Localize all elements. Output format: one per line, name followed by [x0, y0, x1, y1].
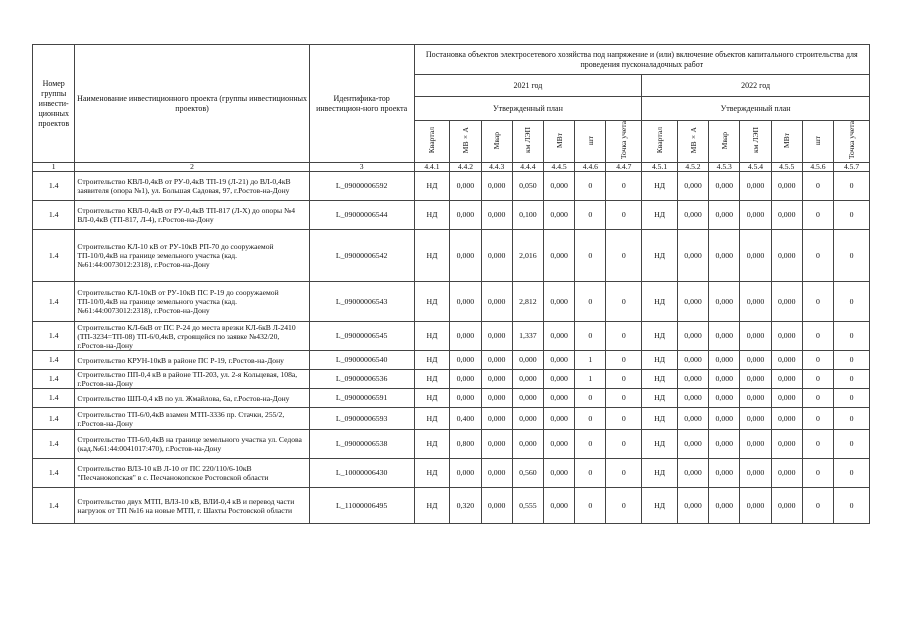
column-number-row	[33, 163, 870, 172]
value-cell-2021: НД	[414, 430, 450, 459]
project-id-cell: L_09000006544	[309, 201, 414, 230]
header-year-2021: 2021 год	[414, 75, 642, 97]
value-cell-2022: 0	[834, 459, 870, 488]
header-unit-2022-7	[834, 121, 870, 163]
value-cell-2021: 0,000	[544, 488, 575, 524]
value-cell-2021: 0,000	[544, 351, 575, 370]
value-cell-2021: 0,000	[544, 282, 575, 322]
value-cell-2022: 0,000	[677, 430, 708, 459]
table-row	[33, 488, 870, 524]
table-row	[33, 459, 870, 488]
project-name-cell: Строительство КВЛ-0,4кВ от РУ-0,4кВ ТП-817 (Л-Х) до опоры №4 ВЛ-0,4кВ (ТП-817, Л-4), г.Ростов-на-Дону	[75, 201, 309, 230]
column-number: 4.4.5	[544, 163, 575, 172]
table-row	[33, 230, 870, 282]
value-cell-2022: 0	[802, 282, 833, 322]
header-unit-2022-2	[677, 121, 708, 163]
value-cell-2022: 0,000	[740, 370, 771, 389]
value-cell-2021: 0	[606, 370, 642, 389]
value-cell-2022: 0,000	[771, 430, 802, 459]
header-unit-2022-5	[771, 121, 802, 163]
table-row	[33, 370, 870, 389]
value-cell-2022: 0,000	[677, 389, 708, 408]
value-cell-2022: 0	[802, 488, 833, 524]
value-cell-2021: 2,016	[512, 230, 543, 282]
header-unit-label: МВ×А	[688, 127, 698, 154]
value-cell-2022: 0	[802, 370, 833, 389]
value-cell-2022: НД	[642, 408, 678, 430]
value-cell-2021: 0,000	[512, 430, 543, 459]
value-cell-2022: 0	[802, 408, 833, 430]
value-cell-2021: НД	[414, 389, 450, 408]
value-cell-2022: НД	[642, 201, 678, 230]
value-cell-2022: 0,000	[709, 322, 740, 351]
project-id-cell: L_09000006545	[309, 322, 414, 351]
value-cell-2022: 0,000	[709, 408, 740, 430]
value-cell-2022: 0,000	[677, 282, 708, 322]
value-cell-2022: 0,000	[677, 488, 708, 524]
value-cell-2021: НД	[414, 230, 450, 282]
value-cell-2021: 0,000	[481, 322, 512, 351]
value-cell-2022: НД	[642, 282, 678, 322]
value-cell-2022: 0	[802, 322, 833, 351]
header-unit-label: шт	[585, 135, 595, 145]
value-cell-2021: 0	[606, 408, 642, 430]
value-cell-2021: 0,000	[481, 201, 512, 230]
value-cell-2021: 0	[575, 430, 606, 459]
value-cell-2022: 0,000	[677, 408, 708, 430]
group-number-cell: 1.4	[33, 172, 75, 201]
value-cell-2021: 0,000	[544, 201, 575, 230]
header-year-2022: 2022 год	[642, 75, 870, 97]
header-unit-2021-6	[575, 121, 606, 163]
group-number-cell: 1.4	[33, 282, 75, 322]
value-cell-2021: 0,000	[544, 430, 575, 459]
column-number: 4.5.3	[709, 163, 740, 172]
value-cell-2022: 0	[834, 389, 870, 408]
header-unit-2022-1	[642, 121, 678, 163]
value-cell-2021: 0	[606, 322, 642, 351]
value-cell-2022: 0,000	[709, 351, 740, 370]
value-cell-2022: 0,000	[740, 282, 771, 322]
value-cell-2022: 0	[834, 488, 870, 524]
value-cell-2021: НД	[414, 201, 450, 230]
project-name-cell: Строительство ШП-0,4 кВ по ул. Жмайлова, 6а, г.Ростов-на-Дону	[75, 389, 309, 408]
project-name-cell: Строительство ТП-6/0,4кВ на границе земельного участка ул. Седова (кад.№61:44:0041017:470), г.Ростов-на-Дону	[75, 430, 309, 459]
header-unit-2022-6	[802, 121, 833, 163]
value-cell-2021: 0,000	[450, 351, 481, 370]
value-cell-2022: 0,000	[771, 351, 802, 370]
value-cell-2022: 0	[834, 201, 870, 230]
project-name-cell: Строительство КЛ-6кВ от ПС Р-24 до места врезки КЛ-6кВ Л-2410 (ТП-3234=ТП-08) ТП-6/0,4кВ, строящейся по заявке №432/20, г.Ростов-на-Дону	[75, 322, 309, 351]
value-cell-2021: 0,000	[450, 389, 481, 408]
value-cell-2022: 0,000	[677, 351, 708, 370]
column-number: 4.4.1	[414, 163, 450, 172]
value-cell-2022: НД	[642, 351, 678, 370]
value-cell-2021: 0,000	[450, 282, 481, 322]
header-unit-label: Мвар	[719, 131, 729, 149]
value-cell-2022: 0,000	[771, 370, 802, 389]
column-number: 1	[33, 163, 75, 172]
group-number-cell: 1.4	[33, 389, 75, 408]
table-row	[33, 408, 870, 430]
value-cell-2022: 0	[802, 459, 833, 488]
value-cell-2022: 0,000	[677, 230, 708, 282]
value-cell-2021: 0	[575, 230, 606, 282]
value-cell-2021: НД	[414, 370, 450, 389]
header-unit-2021-7	[606, 121, 642, 163]
value-cell-2022: НД	[642, 172, 678, 201]
value-cell-2022: 0,000	[740, 408, 771, 430]
value-cell-2021: 0,000	[512, 370, 543, 389]
value-cell-2022: 0,000	[677, 370, 708, 389]
header-group-number: Номер группы инвести-ционных проектов	[33, 45, 75, 163]
value-cell-2021: 0,000	[544, 230, 575, 282]
value-cell-2022: 0,000	[771, 459, 802, 488]
table-row	[33, 351, 870, 370]
project-id-cell: L_11000006495	[309, 488, 414, 524]
value-cell-2021: 0,000	[481, 172, 512, 201]
value-cell-2021: 0,000	[481, 230, 512, 282]
value-cell-2022: 0	[834, 370, 870, 389]
column-number: 3	[309, 163, 414, 172]
value-cell-2021: 0,560	[512, 459, 543, 488]
header-unit-label: МВ×А	[460, 127, 470, 154]
value-cell-2021: 0,000	[481, 459, 512, 488]
value-cell-2021: НД	[414, 488, 450, 524]
header-unit-label: шт	[813, 135, 823, 145]
value-cell-2022: 0,000	[771, 488, 802, 524]
value-cell-2022: 0	[834, 351, 870, 370]
value-cell-2022: 0,000	[709, 370, 740, 389]
value-cell-2022: 0	[834, 430, 870, 459]
value-cell-2022: 0,000	[677, 201, 708, 230]
project-name-cell: Строительство КЛ-10кВ от РУ-10кВ ПС Р-19 до сооружаемой ТП-10/0,4кВ на границе земельного участка (кад.№61:44:0073012:2318), г.Ростов-на-Дону	[75, 282, 309, 322]
value-cell-2021: 0,050	[512, 172, 543, 201]
group-number-cell: 1.4	[33, 230, 75, 282]
project-name-cell: Строительство ВЛЗ-10 кВ Л-10 от ПС 220/110/6-10кВ "Песчанокопская" в с. Песчанокопское Ростовской области	[75, 459, 309, 488]
column-number: 4.4.3	[481, 163, 512, 172]
value-cell-2021: 0,000	[450, 370, 481, 389]
column-number: 4.5.1	[642, 163, 678, 172]
value-cell-2021: 0,000	[481, 351, 512, 370]
value-cell-2022: 0	[834, 230, 870, 282]
value-cell-2021: 0	[606, 172, 642, 201]
value-cell-2021: 0,000	[450, 459, 481, 488]
header-main-caption: Постановка объектов электросетевого хозяйства под напряжение и (или) включение объектов капитального строительства для проведения пусконаладочных работ	[414, 45, 869, 75]
value-cell-2021: 0,000	[512, 408, 543, 430]
value-cell-2021: 0	[575, 459, 606, 488]
header-unit-label: Точка учета	[847, 121, 857, 160]
header-unit-label: МВт	[782, 132, 792, 148]
header-approved-plan-2022: Утвержденный план	[642, 97, 870, 121]
project-name-cell: Строительство двух МТП, ВЛЗ-10 кВ, ВЛИ-0,4 кВ и перевод части нагрузок от ТП №16 на новые МТП, г. Шахты Ростовской области	[75, 488, 309, 524]
value-cell-2021: 0	[606, 282, 642, 322]
group-number-cell: 1.4	[33, 201, 75, 230]
value-cell-2022: 0,000	[771, 389, 802, 408]
group-number-cell: 1.4	[33, 370, 75, 389]
value-cell-2021: 0	[575, 322, 606, 351]
project-name-cell: Строительство КЛ-10 кВ от РУ-10кВ РП-70 до сооружаемой ТП-10/0,4кВ на границе земельного участка (кад.№61:44:0073012:2318), г.Ростов-на-Дону	[75, 230, 309, 282]
value-cell-2021: 0,000	[544, 389, 575, 408]
value-cell-2021: НД	[414, 459, 450, 488]
value-cell-2022: 0	[802, 230, 833, 282]
value-cell-2021: НД	[414, 322, 450, 351]
table-row	[33, 389, 870, 408]
value-cell-2021: 2,812	[512, 282, 543, 322]
header-unit-label: Точка учета	[619, 121, 629, 160]
value-cell-2021: 0,400	[450, 408, 481, 430]
header-unit-2022-3	[709, 121, 740, 163]
value-cell-2021: 1	[575, 351, 606, 370]
value-cell-2022: 0,000	[709, 389, 740, 408]
header-unit-2021-1	[414, 121, 450, 163]
table-body	[33, 172, 870, 524]
value-cell-2021: 0,000	[450, 322, 481, 351]
value-cell-2022: 0	[802, 201, 833, 230]
header-unit-2021-5	[544, 121, 575, 163]
value-cell-2021: НД	[414, 408, 450, 430]
header-unit-label: МВт	[554, 132, 564, 148]
value-cell-2022: 0	[802, 351, 833, 370]
value-cell-2021: 0,000	[512, 389, 543, 408]
header-unit-label: Квартал	[655, 127, 665, 154]
value-cell-2021: 0,800	[450, 430, 481, 459]
header-unit-label: Квартал	[427, 127, 437, 154]
project-name-cell: Строительство ПП-0,4 кВ в районе ТП-203, ул. 2-я Кольцевая, 108а, г.Ростов-на-Дону	[75, 370, 309, 389]
table-row	[33, 201, 870, 230]
project-id-cell: L_09000006593	[309, 408, 414, 430]
group-number-cell: 1.4	[33, 430, 75, 459]
table-row	[33, 282, 870, 322]
value-cell-2021: 0,000	[450, 230, 481, 282]
project-id-cell: L_09000006536	[309, 370, 414, 389]
value-cell-2022: 0,000	[771, 408, 802, 430]
group-number-cell: 1.4	[33, 459, 75, 488]
project-id-cell: L_09000006538	[309, 430, 414, 459]
value-cell-2021: 0,555	[512, 488, 543, 524]
value-cell-2021: 0	[575, 408, 606, 430]
project-name-cell: Строительство КРУН-10кВ в районе ПС Р-19, г.Ростов-на-Дону	[75, 351, 309, 370]
group-number-cell: 1.4	[33, 408, 75, 430]
value-cell-2021: 0	[606, 230, 642, 282]
value-cell-2022: 0	[802, 389, 833, 408]
header-unit-label: км ЛЭП	[523, 127, 533, 154]
table-header	[33, 45, 870, 172]
value-cell-2022: 0,000	[677, 172, 708, 201]
value-cell-2021: НД	[414, 282, 450, 322]
value-cell-2022: 0,000	[771, 322, 802, 351]
value-cell-2021: 0,000	[544, 459, 575, 488]
group-number-cell: 1.4	[33, 351, 75, 370]
value-cell-2021: 0	[606, 351, 642, 370]
column-number: 4.5.4	[740, 163, 771, 172]
value-cell-2022: 0,000	[771, 230, 802, 282]
table-row	[33, 430, 870, 459]
value-cell-2021: 0,000	[481, 408, 512, 430]
value-cell-2022: НД	[642, 430, 678, 459]
value-cell-2022: 0,000	[709, 172, 740, 201]
investment-project-table	[32, 44, 870, 524]
value-cell-2022: 0,000	[709, 488, 740, 524]
value-cell-2022: НД	[642, 459, 678, 488]
value-cell-2021: 0,000	[481, 282, 512, 322]
header-approved-plan-2021: Утвержденный план	[414, 97, 642, 121]
value-cell-2021: НД	[414, 351, 450, 370]
value-cell-2022: 0,000	[740, 172, 771, 201]
project-id-cell: L_09000006591	[309, 389, 414, 408]
column-number: 4.4.2	[450, 163, 481, 172]
value-cell-2021: 0	[575, 172, 606, 201]
value-cell-2021: 0,000	[544, 370, 575, 389]
column-number: 4.5.6	[802, 163, 833, 172]
header-unit-2021-3	[481, 121, 512, 163]
project-id-cell: L_09000006540	[309, 351, 414, 370]
value-cell-2022: 0,000	[771, 172, 802, 201]
value-cell-2021: 0,000	[512, 351, 543, 370]
project-id-cell: L_10000006430	[309, 459, 414, 488]
value-cell-2022: 0	[834, 172, 870, 201]
column-number: 4.5.2	[677, 163, 708, 172]
column-number: 4.4.4	[512, 163, 543, 172]
value-cell-2021: 0,100	[512, 201, 543, 230]
value-cell-2022: 0,000	[709, 201, 740, 230]
header-unit-label: Мвар	[492, 131, 502, 149]
column-number: 4.4.6	[575, 163, 606, 172]
value-cell-2022: 0,000	[740, 459, 771, 488]
value-cell-2021: 0,000	[481, 488, 512, 524]
group-number-cell: 1.4	[33, 322, 75, 351]
value-cell-2022: 0	[834, 322, 870, 351]
header-project-name: Наименование инвестиционного проекта (группы инвестиционных проектов)	[75, 45, 309, 163]
value-cell-2021: 0	[606, 201, 642, 230]
project-name-cell: Строительство КВЛ-0,4кВ от РУ-0,4кВ ТП-19 (Л-21) до ВЛ-0,4кВ заявителя (опора №1), ул. Большая Садовая, 97, г.Ростов-на-Дону	[75, 172, 309, 201]
value-cell-2021: 0,000	[450, 201, 481, 230]
value-cell-2021: 0,000	[481, 389, 512, 408]
column-number: 2	[75, 163, 309, 172]
project-id-cell: L_09000006542	[309, 230, 414, 282]
value-cell-2022: 0,000	[740, 230, 771, 282]
value-cell-2021: 0,000	[481, 430, 512, 459]
project-id-cell: L_09000006592	[309, 172, 414, 201]
group-number-cell: 1.4	[33, 488, 75, 524]
value-cell-2021: 0	[575, 389, 606, 408]
project-id-cell: L_09000006543	[309, 282, 414, 322]
value-cell-2021: 0	[606, 488, 642, 524]
header-unit-2022-4	[740, 121, 771, 163]
value-cell-2022: 0,000	[771, 201, 802, 230]
value-cell-2021: 0	[606, 459, 642, 488]
value-cell-2022: НД	[642, 488, 678, 524]
header-unit-label: км ЛЭП	[750, 127, 760, 154]
table-row	[33, 322, 870, 351]
value-cell-2021: 0	[575, 201, 606, 230]
value-cell-2021: 1,337	[512, 322, 543, 351]
value-cell-2021: 0,320	[450, 488, 481, 524]
value-cell-2022: 0,000	[740, 430, 771, 459]
value-cell-2022: 0,000	[771, 282, 802, 322]
value-cell-2022: 0	[834, 408, 870, 430]
project-name-cell: Строительство ТП-6/0,4кВ взамен МТП-3336 пр. Стачки, 255/2, г.Ростов-на-Дону	[75, 408, 309, 430]
value-cell-2022: НД	[642, 389, 678, 408]
value-cell-2022: 0	[834, 282, 870, 322]
value-cell-2022: 0,000	[709, 430, 740, 459]
investment-project-table-sheet	[32, 44, 870, 524]
column-number: 4.5.7	[834, 163, 870, 172]
value-cell-2021: 0,000	[544, 172, 575, 201]
value-cell-2022: 0,000	[740, 488, 771, 524]
table-row	[33, 172, 870, 201]
value-cell-2022: 0,000	[740, 322, 771, 351]
column-number: 4.5.5	[771, 163, 802, 172]
header-unit-2021-4	[512, 121, 543, 163]
value-cell-2022: 0	[802, 172, 833, 201]
value-cell-2021: 0	[575, 488, 606, 524]
value-cell-2021: 1	[575, 370, 606, 389]
value-cell-2022: 0,000	[677, 459, 708, 488]
value-cell-2021: 0	[606, 430, 642, 459]
value-cell-2021: 0,000	[544, 408, 575, 430]
value-cell-2021: 0	[606, 389, 642, 408]
value-cell-2021: НД	[414, 172, 450, 201]
value-cell-2022: НД	[642, 322, 678, 351]
value-cell-2022: 0,000	[740, 351, 771, 370]
value-cell-2021: 0,000	[481, 370, 512, 389]
value-cell-2021: 0,000	[544, 322, 575, 351]
header-unit-2021-2	[450, 121, 481, 163]
value-cell-2022: 0	[802, 430, 833, 459]
value-cell-2022: 0,000	[740, 389, 771, 408]
header-identifier: Идентифика-тор инвестицион-ного проекта	[309, 45, 414, 163]
value-cell-2022: НД	[642, 230, 678, 282]
value-cell-2021: 0	[575, 282, 606, 322]
value-cell-2021: 0,000	[450, 172, 481, 201]
value-cell-2022: 0,000	[709, 459, 740, 488]
value-cell-2022: 0,000	[709, 282, 740, 322]
value-cell-2022: 0,000	[677, 322, 708, 351]
column-number: 4.4.7	[606, 163, 642, 172]
value-cell-2022: 0,000	[709, 230, 740, 282]
value-cell-2022: НД	[642, 370, 678, 389]
value-cell-2022: 0,000	[740, 201, 771, 230]
